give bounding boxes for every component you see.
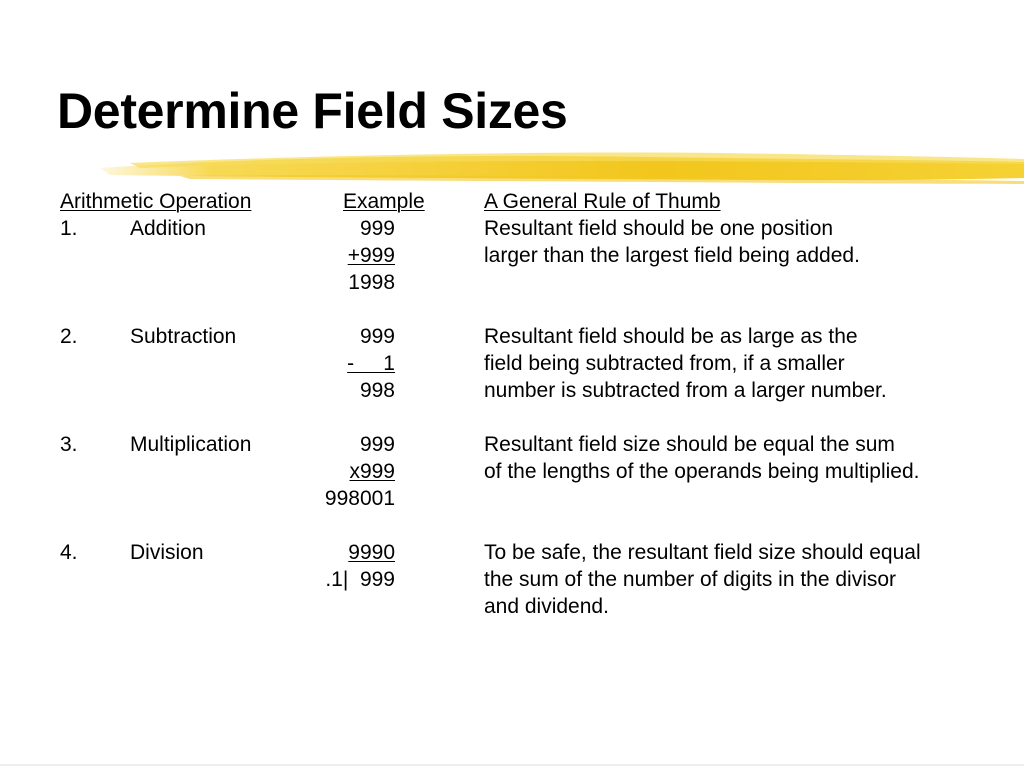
example-line: 999 — [359, 217, 395, 240]
row-number: 4. — [60, 541, 78, 564]
example-line: 999 — [359, 325, 395, 348]
row-number: 2. — [60, 325, 78, 348]
operation-label: Addition — [130, 217, 206, 240]
example-line: 999 — [359, 433, 395, 456]
example-quotient: 9990 — [348, 541, 395, 564]
example-line: x999 — [349, 460, 395, 483]
rule-text: field being subtracted from, if a smaller — [484, 352, 845, 375]
rule-text: Resultant field should be as large as the — [484, 325, 858, 348]
rule-text: larger than the largest field being added. — [484, 244, 860, 267]
operation-label: Multiplication — [130, 433, 252, 456]
rule-text: the sum of the number of digits in the divisor — [484, 568, 897, 591]
header-arithmetic-operation: Arithmetic Operation — [60, 190, 252, 213]
example-result: 998001 — [324, 487, 395, 510]
rule-text: To be safe, the resultant field size should equal — [484, 541, 921, 564]
example-line: - 1 — [347, 352, 395, 375]
rule-text: Resultant field should be one position — [484, 217, 834, 240]
example-line: +999 — [347, 244, 395, 267]
header-rule-of-thumb: A General Rule of Thumb — [484, 190, 721, 213]
example-result: 998 — [359, 379, 395, 402]
bottom-divider — [0, 764, 1024, 766]
rule-text: Resultant field size should be equal the sum — [484, 433, 895, 456]
operation-label: Subtraction — [130, 325, 237, 348]
rule-text: and dividend. — [484, 595, 609, 618]
rule-text: number is subtracted from a larger number. — [484, 379, 887, 402]
header-example: Example — [343, 190, 425, 213]
slide-title: Determine Field Sizes — [57, 83, 568, 139]
row-number: 3. — [60, 433, 78, 456]
example-result: 1998 — [348, 271, 395, 294]
row-number: 1. — [60, 217, 78, 240]
operation-label: Division — [130, 541, 204, 564]
example-divisor-dividend: .1| 999 — [325, 568, 395, 591]
rule-text: of the lengths of the operands being multiplied. — [484, 460, 920, 483]
